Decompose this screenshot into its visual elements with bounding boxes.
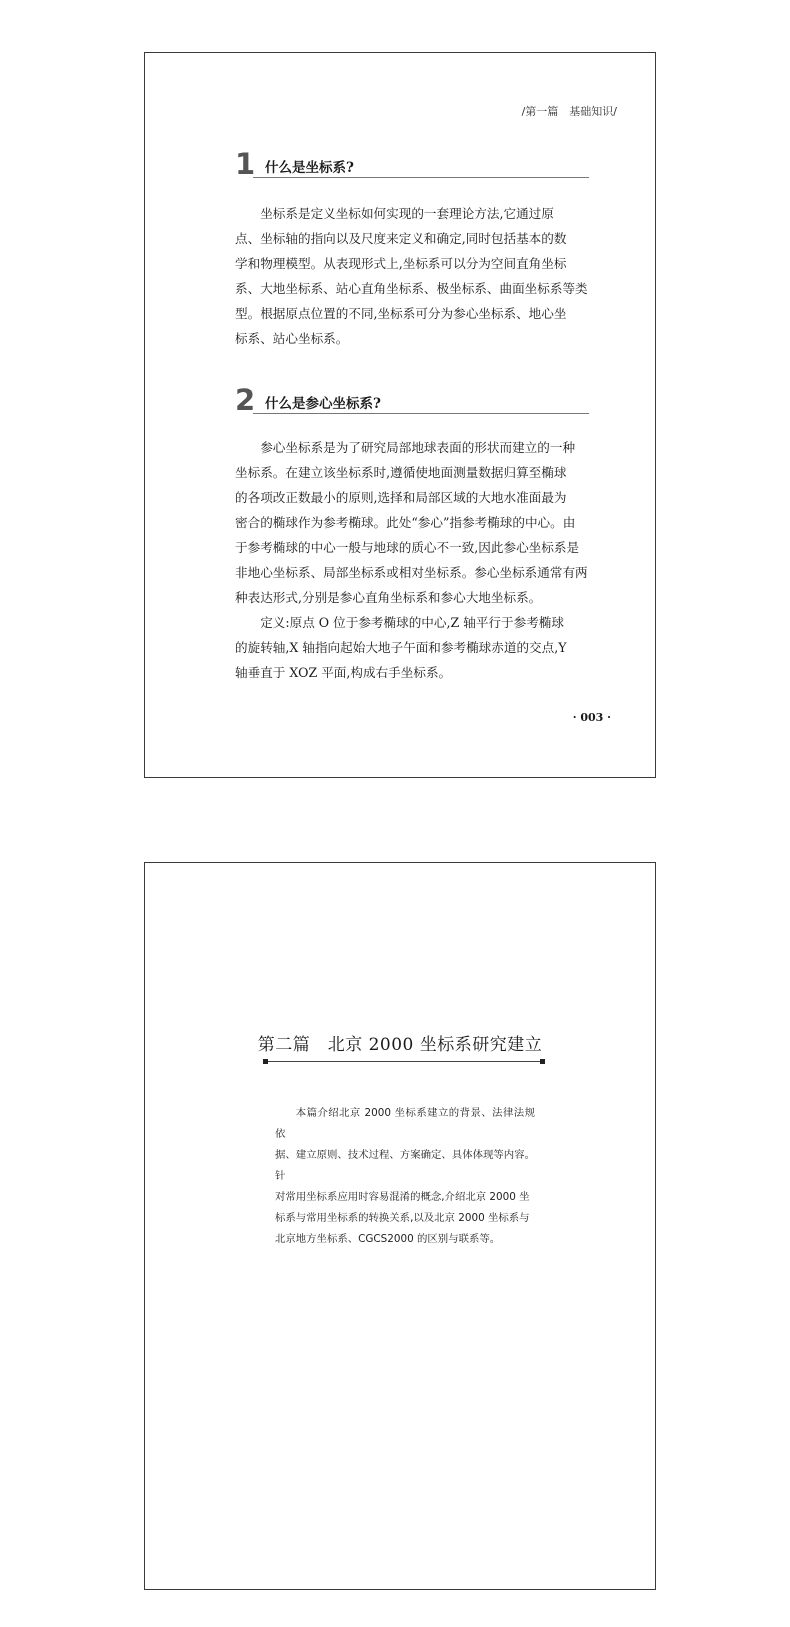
heading-underline — [253, 177, 589, 178]
book-page-003 — [144, 52, 656, 778]
section-number: 1 — [235, 147, 256, 181]
part-title: 第二篇 北京 2000 坐标系研究建立 — [257, 1035, 543, 1055]
section-number: 2 — [235, 383, 256, 417]
definition-paragraph: 定义:原点 O 位于参考椭球的中心,Z 轴平行于参考椭球 的旋转轴,X 轴指向起始大地子午面和参考椭球赤道的交点,Y 轴垂直于 XOZ 平面,构成右手坐标系。 — [235, 615, 567, 680]
section-heading — [235, 383, 589, 419]
book-part-title-page — [144, 862, 656, 1590]
section-paragraph: 参心坐标系是为了研究局部地球表面的形状而建立的一种 坐标系。在建立该坐标系时,遵循使地面测量数据归算至椭球 的各项改正数最小的原则,选择和局部区域的大地水准面最为 密合的椭球作为参考椭球。此处“参心”指参考椭球的中心。由 于参考椭球的中心一般与地球的质心不一致,因此参心坐标系是 非地心坐标系、局部坐标系或相对坐标系。参心坐标系通常有两 种表达形式,分别是参心直角坐标系和参心大地坐标系。 — [235, 440, 588, 605]
section-1 — [235, 147, 589, 351]
section-heading — [235, 147, 589, 183]
part-intro-paragraph: 本篇介绍北京 2000 坐标系建立的背景、法律法规依 据、建立原则、技术过程、方案确定、具体体现等内容。针 对常用坐标系应用时容易混淆的概念,介绍北京 2000 坐 标系与常用坐标系的转换关系,以及北京 2000 坐标系与 北京地方坐标系、CGCS2000 的区别与联系等。 — [275, 1107, 535, 1245]
running-head: /第一篇 基础知识/ — [521, 105, 617, 118]
section-paragraph: 坐标系是定义坐标如何实现的一套理论方法,它通过原 点、坐标轴的指向以及尺度来定义和确定,同时包括基本的数 学和物理模型。从表现形式上,坐标系可以分为空间直角坐标 系、大地坐标系、站心直角坐标系、极坐标系、曲面坐标系等类 型。根据原点位置的不同,坐标系可分为参心坐标系、地心坐 标系、站心坐标系。 — [235, 206, 588, 346]
rule-end-square — [263, 1059, 268, 1064]
heading-underline — [253, 413, 589, 414]
page-number: · 003 · — [572, 711, 611, 724]
section-title: 什么是坐标系? — [265, 160, 354, 176]
section-title: 什么是参心坐标系? — [265, 396, 381, 412]
part-title-rule — [265, 1061, 543, 1062]
section-2 — [235, 383, 589, 685]
rule-end-square — [540, 1059, 545, 1064]
